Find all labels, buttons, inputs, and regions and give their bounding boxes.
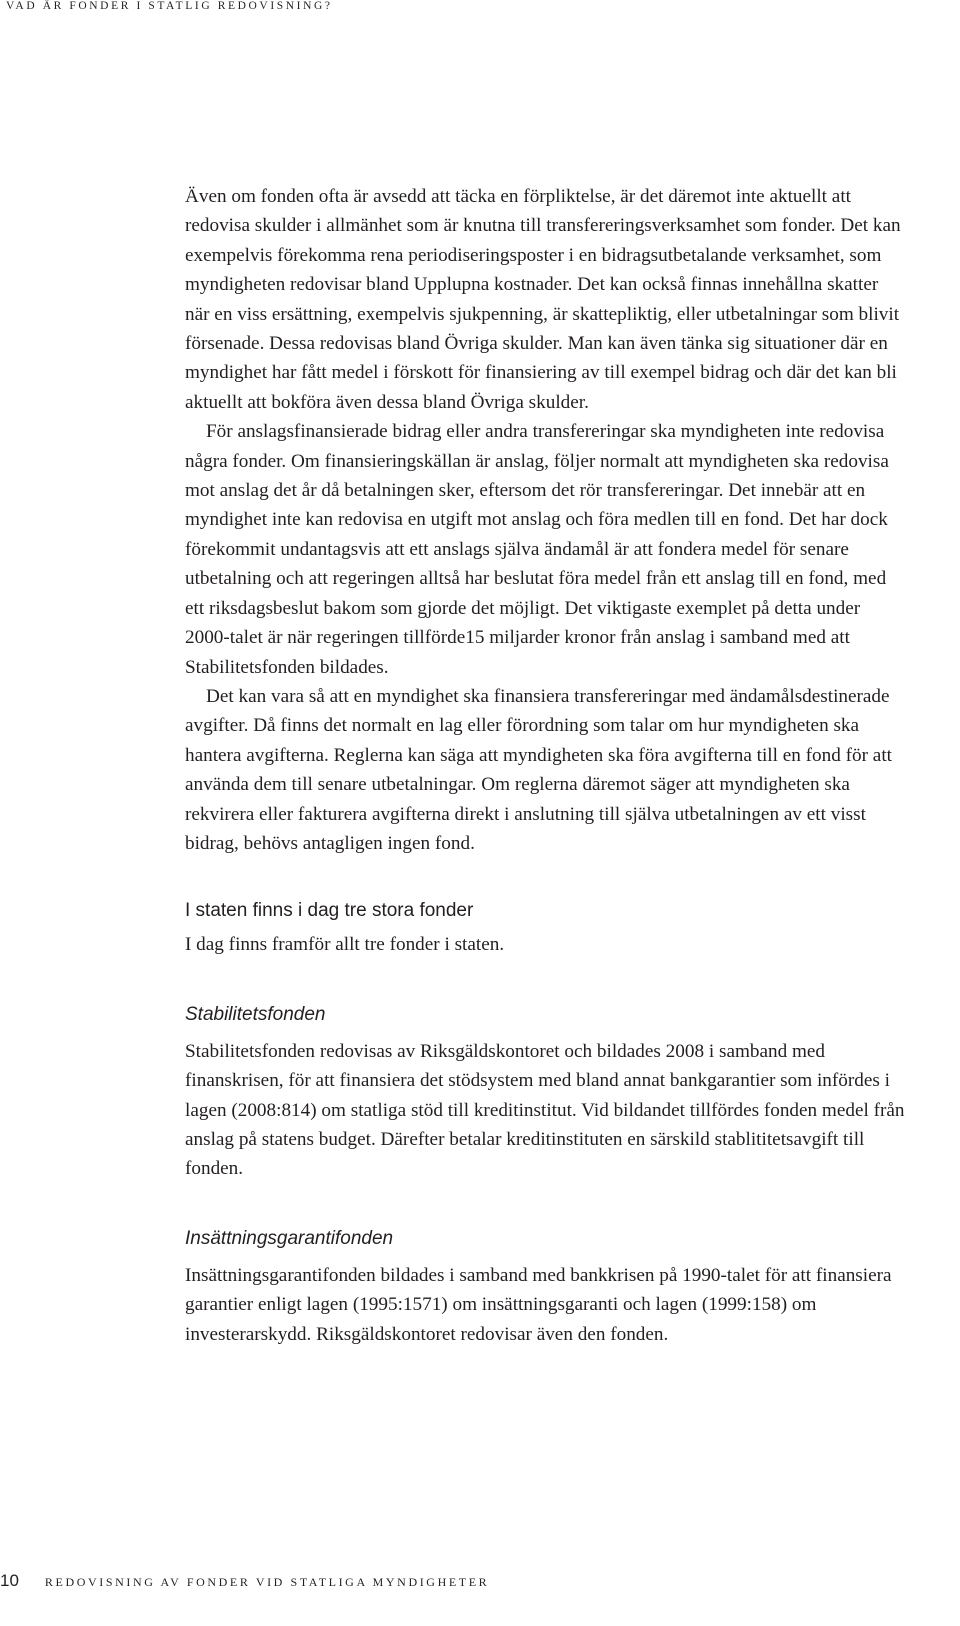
body-paragraph-1: Även om fonden ofta är avsedd att täcka en förpliktelse, är det däremot inte aktuellt att redovisa skulder i allmänhet som är knutna till transfereringsverksamhet som fonder. Det kan exempelvis förekomma rena periodiseringsposter i en bidragsutbetalande verksamhet, som myndigheten redovisar bland Upplupna kostnader. Det kan också finnas innehållna skatter när en viss ersättning, exempelvis sjukpenning, är skattepliktig, eller utbetalningar som blivit försenade. Dessa redovisas bland Övriga skulder. Man kan även tänka sig situationer där en myndighet har fått medel i förskott för finansiering av till exempel bidrag och där det kan bli aktuellt att bokföra även dessa bland Övriga skulder. <box>185 186 901 413</box>
paragraph-stabilitetsfonden: Stabilitetsfonden redovisas av Riksgäldskontoret och bildades 2008 i samband med finanskrisen, för att finansiera det stödsystem med bland annat bankgarantier som infördes i lagen (2008:814) om statliga stöd till kreditinstitut. Vid bildandet tillfördes fonden medel från anslag på statens budget. Därefter betalar kreditinstituten en särskild stablititetsavgift till fonden. <box>185 1040 905 1180</box>
section-paragraph: I dag finns framför allt tre fonder i staten. <box>185 934 505 956</box>
publication-title: REDOVISNING AV FONDER VID STATLIGA MYNDIGHETER <box>44 1575 490 1589</box>
page-number: 10 <box>0 1571 19 1590</box>
subheading-insattningsgarantifonden: Insättningsgarantifonden <box>185 1227 394 1249</box>
body-paragraph-3: Det kan vara så att en myndighet ska finansiera transfereringar med ändamålsdestinerade avgifter. Då finns det normalt en lag eller förordning som talar om hur myndigheten ska hantera avgifterna. Reglerna kan säga att myndigheten ska föra avgifterna till en fond för att använda dem till senare utbetalningar. Om reglerna däremot säger att myndigheten ska rekvirera eller fakturera avgifterna direkt i anslutning till själva utbetalningen av ett visst bidrag, behövs antagligen ingen fond. <box>185 685 892 854</box>
running-header: VAD ÄR FONDER I STATLIG REDOVISNING? <box>6 0 333 12</box>
paragraph-insattningsgarantifonden: Insättningsgarantifonden bildades i samband med bankkrisen på 1990-talet för att finansiera garantier enligt lagen (1995:1571) om insättningsgaranti och lagen (1999:158) om investerarskydd. Riksgäldskontoret redovisar även den fonden. <box>185 1264 892 1345</box>
body-paragraph-2: För anslagsfinansierade bidrag eller andra transfereringar ska myndigheten inte redovisa några fonder. Om finansieringskällan är anslag, följer normalt att myndigheten ska redovisa mot anslag det år då betalningen sker, eftersom det rör transfereringar. Det innebär att en myndighet inte kan redovisa en utgift mot anslag och föra medlen till en fond. Det har dock förekommit undantagsvis att ett anslags själva ändamål är att fondera medel för senare utbetalning och att regeringen alltså har beslutat föra medel från ett anslag till en fond, med ett riksdagsbeslut bakom som gjorde det möjligt. Det viktigaste exemplet på detta under 2000-talet är när regeringen tillförde15 miljarder kronor från anslag i samband med att Stabilitetsfonden bildades. <box>185 421 889 678</box>
page-body <box>185 182 907 1349</box>
section-heading: I staten finns i dag tre stora fonder <box>185 900 474 922</box>
page-footer <box>0 1571 489 1591</box>
subheading-stabilitetsfonden: Stabilitetsfonden <box>185 1003 326 1025</box>
